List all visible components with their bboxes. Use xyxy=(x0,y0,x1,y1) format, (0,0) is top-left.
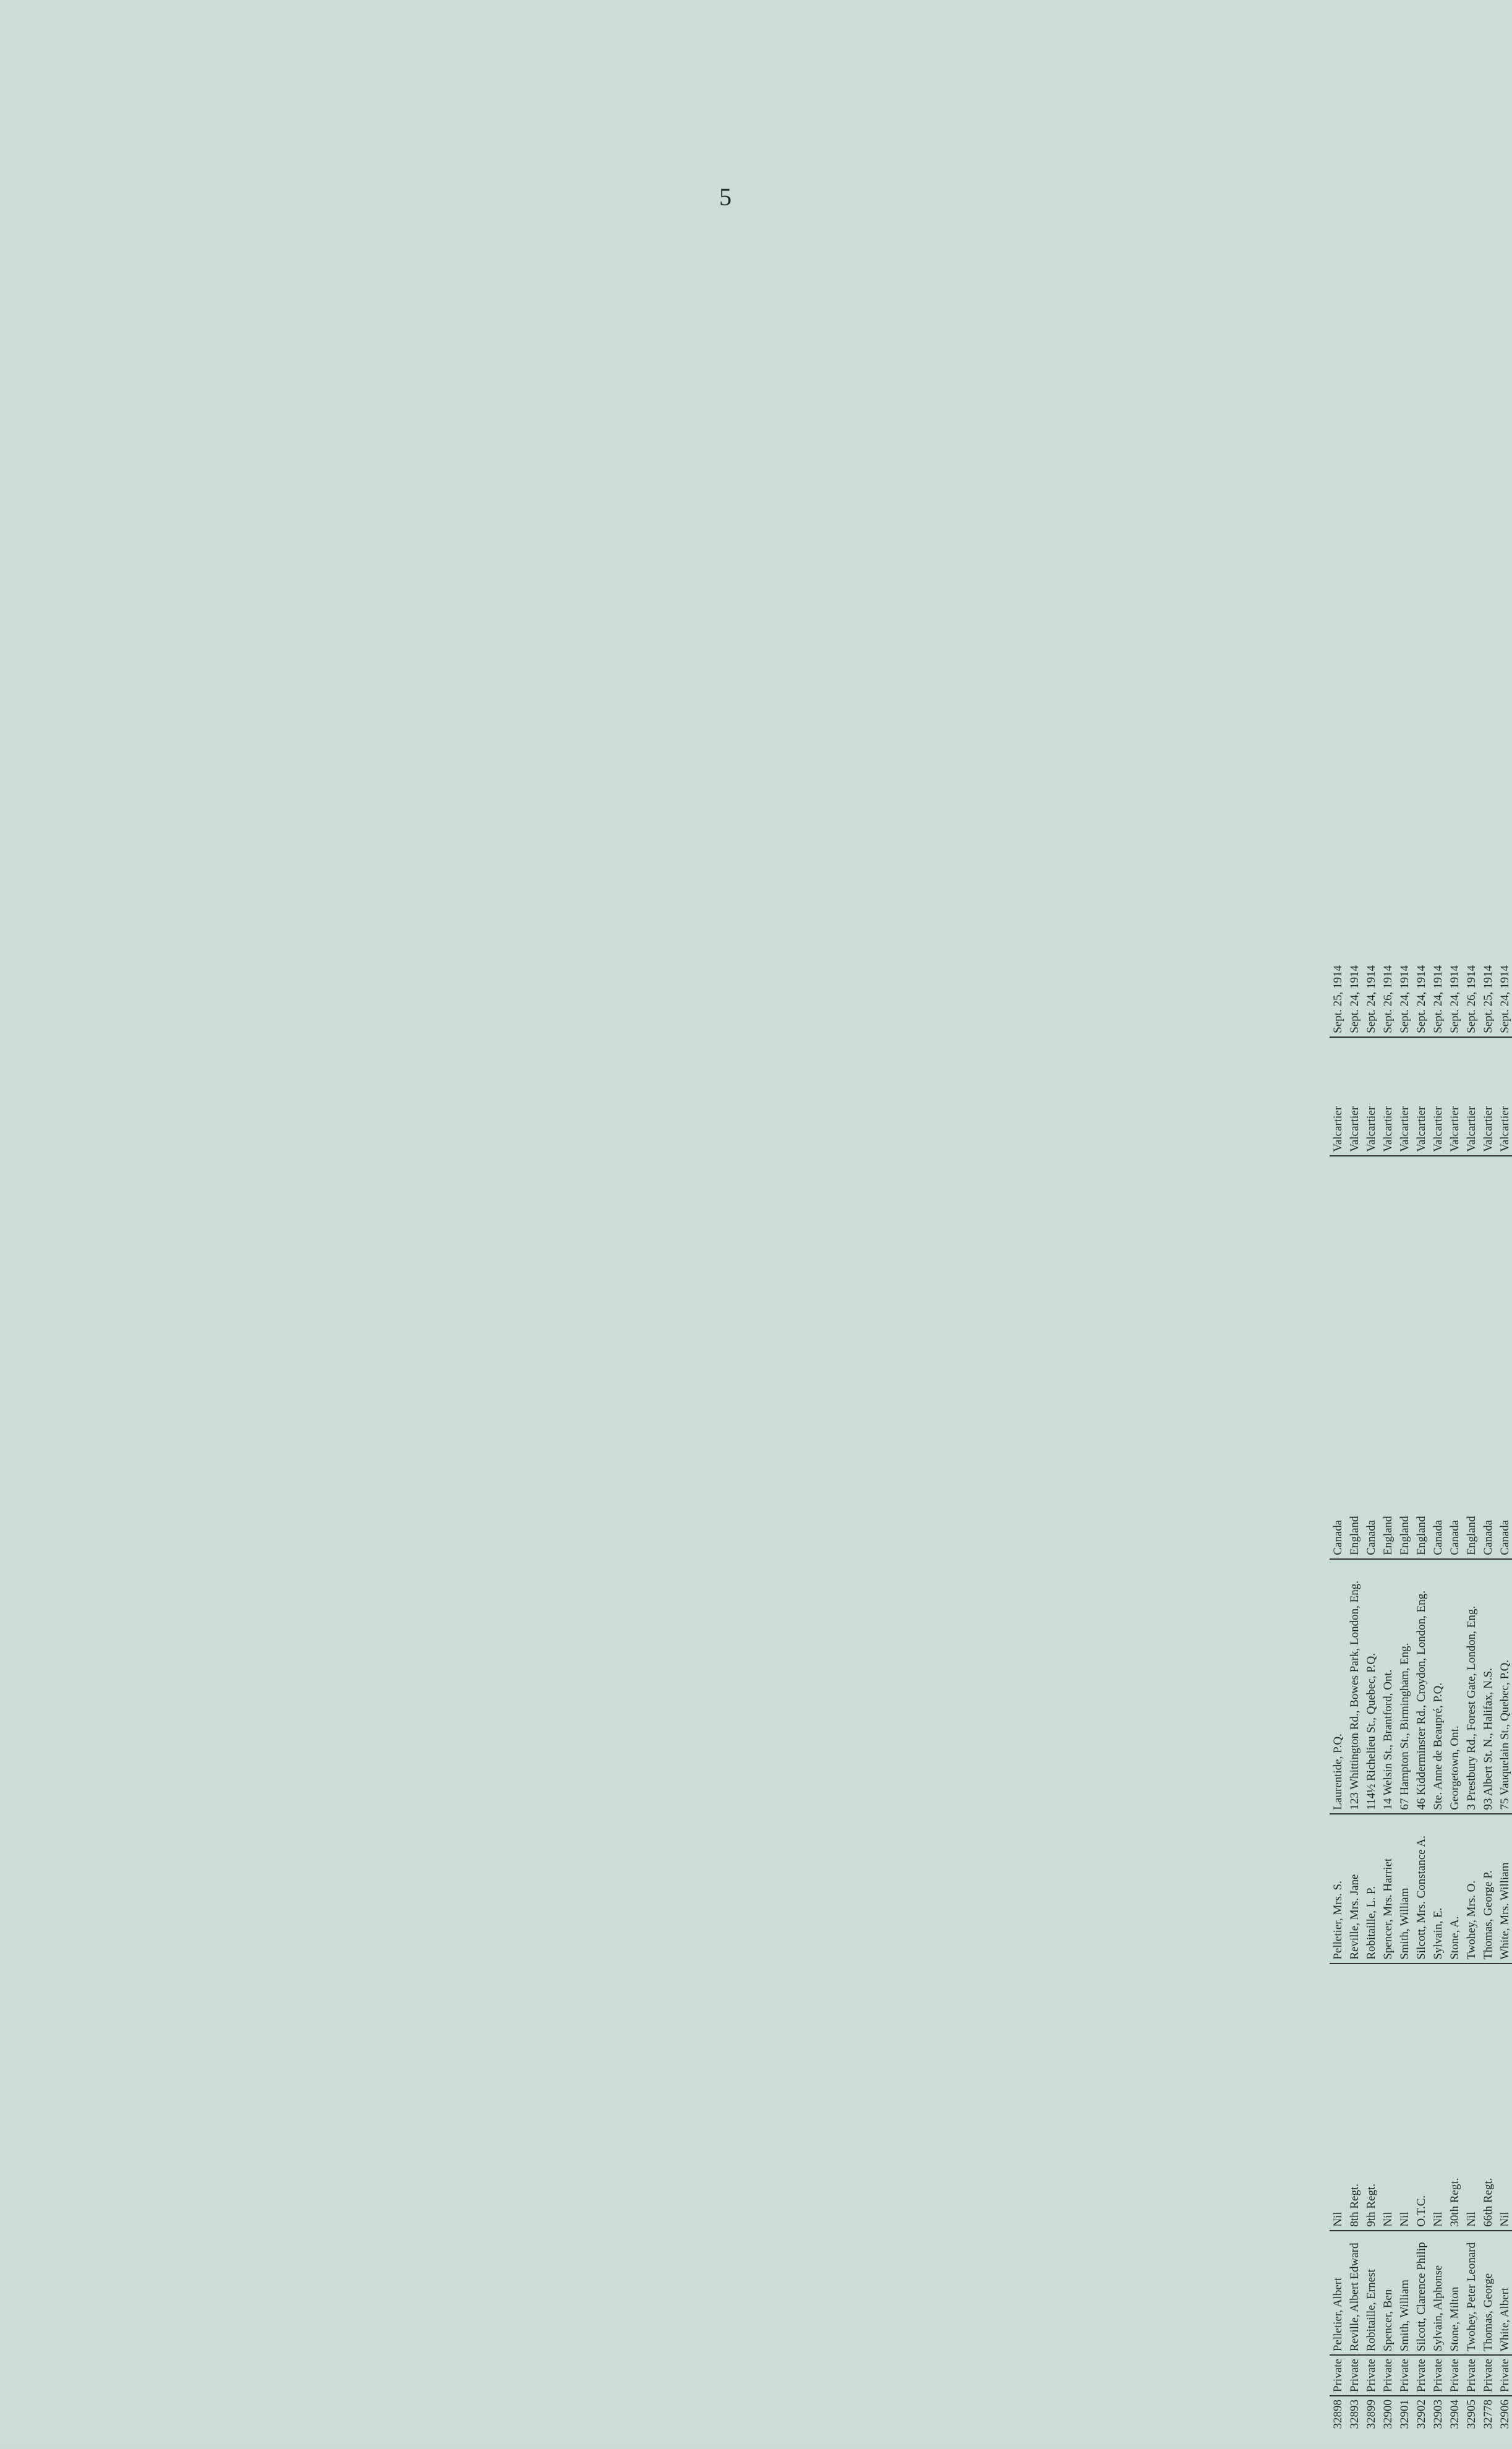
table-cell: Sept. 24, 1914 xyxy=(1363,925,1380,1037)
table-cell: 32906 xyxy=(1498,2400,1511,2429)
table-cell: Pelletier, Albert xyxy=(1330,2231,1346,2356)
table-cell: Sept. 25, 1914 xyxy=(1330,925,1346,1037)
table-cell: Nil xyxy=(1463,1964,1480,2231)
rotated-roster xyxy=(1323,433,1512,2449)
table-cell: Sylvain, E. xyxy=(1430,1814,1446,1964)
table-cell: Georgetown, Ont. xyxy=(1446,1559,1463,1814)
table-cell: Canada xyxy=(1497,1156,1512,1559)
table-cell: Nil xyxy=(1396,1964,1413,2231)
table-cell: Silcott, Mrs. Constance A. xyxy=(1413,1814,1430,1964)
table-cell: Valcartier xyxy=(1463,1037,1480,1156)
table-cell: Stone, Milton xyxy=(1446,2231,1463,2356)
table-cell: Nil xyxy=(1430,1964,1446,2231)
table-cell: Sept. 24, 1914 xyxy=(1497,925,1512,1037)
table-cell: 32778 xyxy=(1482,2400,1495,2429)
table-cell: White, Mrs. William xyxy=(1497,1814,1512,1964)
table-cell: Private xyxy=(1497,2355,1512,2396)
table-cell: Canada xyxy=(1363,1156,1380,1559)
table-cell: Private xyxy=(1396,2355,1413,2396)
table-row xyxy=(1363,925,1380,2449)
table-row xyxy=(1380,925,1396,2449)
table-cell: Sept. 26, 1914 xyxy=(1463,925,1480,1037)
table-row xyxy=(1497,925,1512,2449)
table-cell: Pelletier, Mrs. S. xyxy=(1330,1814,1346,1964)
table-cell: Thomas, George P. xyxy=(1480,1814,1497,1964)
table-cell: Canada xyxy=(1480,1156,1497,1559)
table-cell: 123 Whittington Rd., Bowes Park, London, Eng. xyxy=(1346,1559,1363,1814)
page-number: 5 xyxy=(719,183,732,211)
table-cell: 30th Regt. xyxy=(1446,1964,1463,2231)
table-cell: Private xyxy=(1413,2355,1430,2396)
table-cell: England xyxy=(1380,1156,1396,1559)
table-cell: Reville, Mrs. Jane xyxy=(1346,1814,1363,1964)
table-cell: 14 Welsin St., Brantford, Ont. xyxy=(1380,1559,1396,1814)
table-cell: Valcartier xyxy=(1446,1037,1463,1156)
table-cell: Stone, A. xyxy=(1446,1814,1463,1964)
table-cell: 32893 xyxy=(1348,2400,1361,2429)
table-row xyxy=(1430,925,1446,2449)
table-cell: Ste. Anne de Beaupré, P.Q. xyxy=(1430,1559,1446,1814)
table-cell: Nil xyxy=(1380,1964,1396,2231)
table-row xyxy=(1396,925,1413,2449)
table-cell: Private xyxy=(1346,2355,1363,2396)
table-cell: England xyxy=(1346,1156,1363,1559)
table-cell: Thomas, George xyxy=(1480,2231,1497,2356)
table-cell: Valcartier xyxy=(1480,1037,1497,1156)
table-cell: White, Albert xyxy=(1497,2231,1512,2356)
table-cell: 75 Vauquelain St., Quebec, P.Q. xyxy=(1497,1559,1512,1814)
table-cell: Robitaille, L. P. xyxy=(1363,1814,1380,1964)
table-cell: Valcartier xyxy=(1497,1037,1512,1156)
table-cell: Valcartier xyxy=(1396,1037,1413,1156)
table-cell: Silcott, Clarence Philip xyxy=(1413,2231,1430,2356)
table-row xyxy=(1346,925,1363,2449)
table-row xyxy=(1463,925,1480,2449)
table-row xyxy=(1480,925,1497,2449)
table-cell: England xyxy=(1463,1156,1480,1559)
table-cell: 66th Regt. xyxy=(1480,1964,1497,2231)
table-cell: Sept. 24, 1914 xyxy=(1396,925,1413,1037)
table-cell: 114½ Richelieu St., Quebec, P.Q. xyxy=(1363,1559,1380,1814)
table-cell: Sept. 24, 1914 xyxy=(1430,925,1446,1037)
table-cell: Canada xyxy=(1446,1156,1463,1559)
table-cell: Robitaille, Ernest xyxy=(1363,2231,1380,2356)
table-cell: Spencer, Mrs. Harriet xyxy=(1380,1814,1396,1964)
table-row xyxy=(1446,925,1463,2449)
table-cell: Sept. 24, 1914 xyxy=(1413,925,1430,1037)
table-cell: Valcartier xyxy=(1330,1037,1346,1156)
table-cell: Laurentide, P.Q. xyxy=(1330,1559,1346,1814)
table-cell: 32899 xyxy=(1365,2400,1378,2429)
table-cell: Valcartier xyxy=(1363,1037,1380,1156)
table-cell: Canada xyxy=(1430,1156,1446,1559)
table-cell: Reville, Albert Edward xyxy=(1346,2231,1363,2356)
table-cell: Private xyxy=(1430,2355,1446,2396)
table-cell: Nil xyxy=(1497,1964,1512,2231)
table-row xyxy=(1330,925,1346,2449)
table-cell: 32904 xyxy=(1448,2400,1461,2429)
table-cell: Private xyxy=(1380,2355,1396,2396)
table-cell: 32898 xyxy=(1331,2400,1344,2429)
table-cell: England xyxy=(1413,1156,1430,1559)
table-cell: 9th Regt. xyxy=(1363,1964,1380,2231)
table-cell: Valcartier xyxy=(1346,1037,1363,1156)
table-cell: Sylvain, Alphonse xyxy=(1430,2231,1446,2356)
table-cell: Private xyxy=(1463,2355,1480,2396)
table-cell: Sept. 26, 1914 xyxy=(1380,925,1396,1037)
table-cell: 32902 xyxy=(1415,2400,1428,2429)
table-cell: Valcartier xyxy=(1380,1037,1396,1156)
table-cell: Smith, William xyxy=(1396,1814,1413,1964)
table-cell: Nil xyxy=(1330,1964,1346,2231)
table-cell: Spencer, Ben xyxy=(1380,2231,1396,2356)
table-cell: Sept. 24, 1914 xyxy=(1446,925,1463,1037)
table-cell: Private xyxy=(1446,2355,1463,2396)
table-cell: O.T.C. xyxy=(1413,1964,1430,2231)
table-cell: 67 Hampton St., Birmingham, Eng. xyxy=(1396,1559,1413,1814)
table-cell: Sept. 25, 1914 xyxy=(1480,925,1497,1037)
table-cell: Valcartier xyxy=(1413,1037,1430,1156)
table-cell: 93 Albert St. N., Halifax, N.S. xyxy=(1480,1559,1497,1814)
table-cell: Private xyxy=(1330,2355,1346,2396)
table-cell: 32901 xyxy=(1398,2400,1411,2429)
table-cell: 32900 xyxy=(1382,2400,1395,2429)
table-cell: 8th Regt. xyxy=(1346,1964,1363,2231)
table-cell: Twohey, Mrs. O. xyxy=(1463,1814,1480,1964)
table-cell: England xyxy=(1396,1156,1413,1559)
table-row xyxy=(1413,925,1430,2449)
table-cell: 46 Kidderminster Rd., Croydon, London, Eng. xyxy=(1413,1559,1430,1814)
table-cell: Valcartier xyxy=(1430,1037,1446,1156)
table-cell: 3 Prestbury Rd., Forest Gate, London, Eng. xyxy=(1463,1559,1480,1814)
table-cell: 32903 xyxy=(1432,2400,1445,2429)
table-cell: Canada xyxy=(1330,1156,1346,1559)
table-cell: Private xyxy=(1363,2355,1380,2396)
table-cell: Twohey, Peter Leonard xyxy=(1463,2231,1480,2356)
table-cell: Sept. 24, 1914 xyxy=(1346,925,1363,1037)
table-cell: Smith, William xyxy=(1396,2231,1413,2356)
table-cell: 32905 xyxy=(1465,2400,1478,2429)
roster-table-1 xyxy=(1330,925,1512,2449)
table-cell: Private xyxy=(1480,2355,1497,2396)
